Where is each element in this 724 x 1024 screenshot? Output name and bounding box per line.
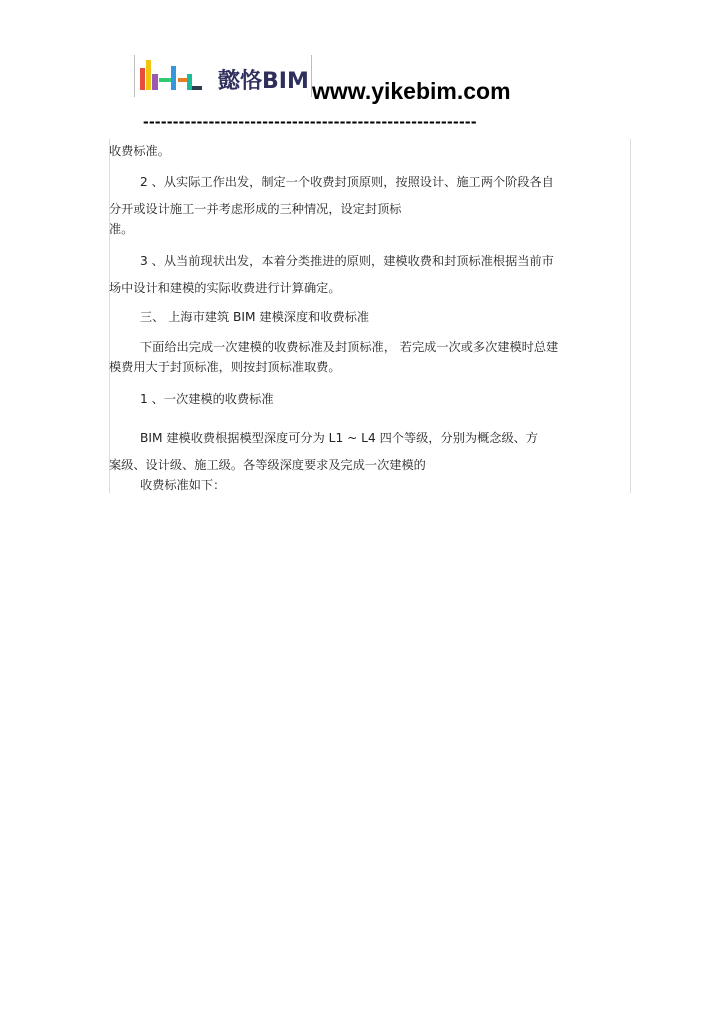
body-line: 准。	[109, 222, 134, 236]
header-separator: --------------------------------------------------------	[143, 112, 477, 131]
body-line: 下面给出完成一次建模的收费标准及封顶标准， 若完成一次或多次建模时总建	[140, 340, 559, 354]
body-line: 收费标准如下：	[140, 478, 226, 492]
body-line: 2 、从实际工作出发，制定一个收费封顶原则，按照设计、施工两个阶段各自	[140, 175, 554, 189]
body-line: 分开或设计施工一并考虑形成的三种情况，设定封顶标	[109, 202, 402, 216]
body-line: BIM 建模收费根据模型深度可分为 L1 ~ L4 四个等级，分别为概念级、方	[140, 431, 539, 445]
site-url[interactable]: www.yikebim.com	[312, 78, 511, 104]
logo-left-rule	[134, 55, 135, 97]
body-line: 收费标准。	[109, 144, 170, 158]
subsection-heading: 1 、一次建模的收费标准	[140, 392, 274, 406]
body-line: 案级、设计级、施工级。各等级深度要求及完成一次建模的	[109, 458, 426, 472]
section-heading: 三、 上海市建筑 BIM 建模深度和收费标准	[140, 310, 370, 324]
body-line: 3 、从当前现状出发，本着分类推进的原则，建模收费和封顶标准根据当前市	[140, 254, 554, 268]
body-line: 模费用大于封顶标准，则按封顶标准取费。	[109, 360, 341, 374]
body-line: 场中设计和建模的实际收费进行计算确定。	[109, 281, 341, 295]
brand-logo-text: 懿恪BIM	[218, 69, 309, 94]
